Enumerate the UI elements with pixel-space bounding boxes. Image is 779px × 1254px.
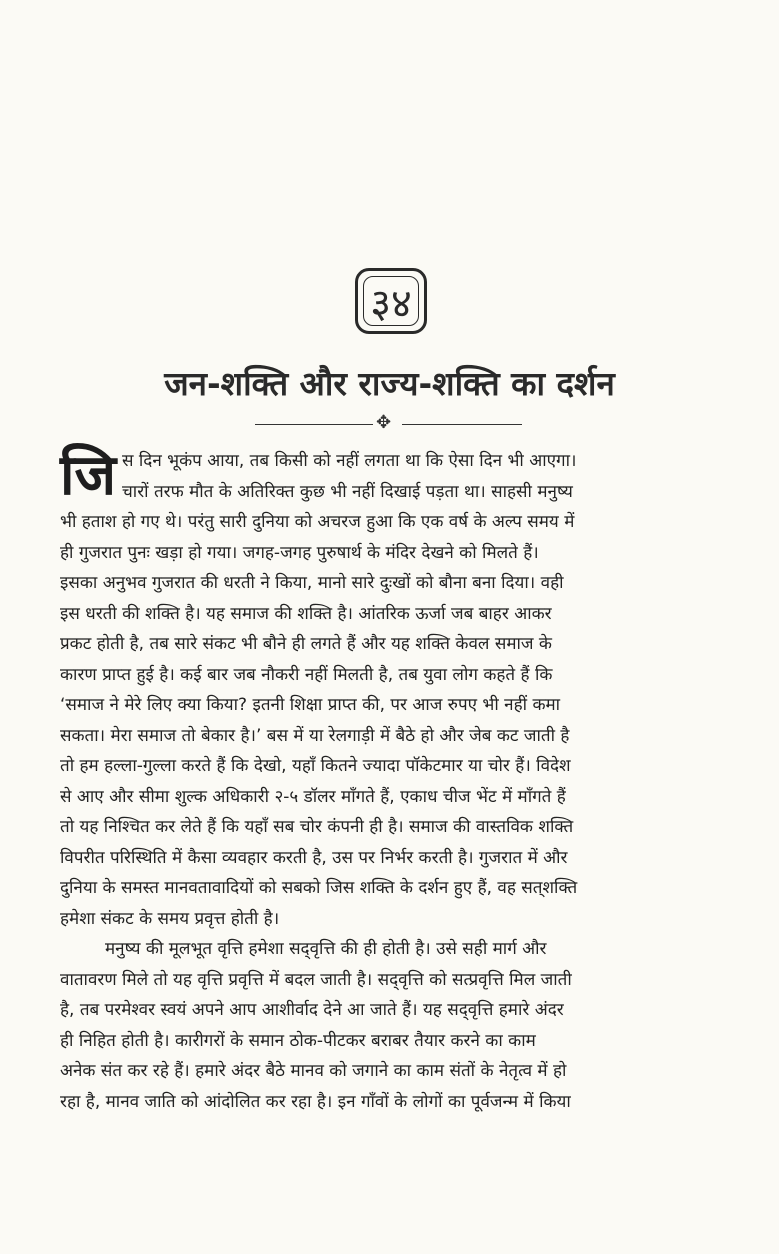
text-line: रहा है, मानव जाति को आंदोलित कर रहा है। इन गाँवों के लोगों का पूर्वजन्म में किया: [60, 1091, 571, 1112]
text-line: स दिन भूकंप आया, तब किसी को नहीं लगता था कि ऐसा दिन भी आएगा।: [122, 451, 577, 471]
text-line: तो हम हल्ला-गुल्ला करते हैं कि देखो, यहाँ कितने ज्यादा पॉकेटमार या चोर हैं। विदेश: [60, 756, 571, 776]
text-line: प्रकट होती है, तब सारे संकट भी बौने ही लगते हैं और यह शक्ति केवल समाज के: [60, 634, 552, 654]
ornament-icon: ✥: [376, 412, 392, 433]
text-line: कारण प्राप्त हुई है। कई बार जब नौकरी नहीं मिलती है, तब युवा लोग कहते हैं कि: [60, 664, 553, 685]
drop-cap: जि: [60, 443, 117, 508]
text-line: है, तब परमेश्वर स्वयं अपने आप आशीर्वाद देने आ जाते हैं। यह सद्‌वृत्ति हमारे अंदर: [60, 1000, 564, 1020]
text-line: दुनिया के समस्त मानवतावादियों को सबको जिस शक्ति के दर्शन हुए हैं, वह सत्‌शक्ति: [60, 878, 578, 898]
text-line: इसका अनुभव गुजरात की धरती ने किया, मानो सारे दुःखों को बौना बना दिया। वही: [60, 573, 564, 593]
text-line: विपरीत परिस्थिति में कैसा व्यवहार करती है, उस पर निर्भर करती है। गुजरात में और: [60, 847, 568, 868]
text-line: तो यह निश्चित कर लेते हैं कि यहाँ सब चोर कंपनी ही है। समाज की वास्तविक शक्ति: [60, 817, 574, 837]
text-line: ‘समाज ने मेरे लिए क्या किया? इतनी शिक्षा प्राप्त की, पर आज रुपए भी नहीं कमा: [60, 695, 561, 715]
text-line: से आए और सीमा शुल्क अधिकारी २-५ डॉलर माँगते हैं, एकाध चीज भेंट में माँगते हैं: [60, 786, 566, 807]
title-rule-right: [402, 424, 522, 425]
chapter-number-badge: [355, 268, 427, 334]
text-line: अनेक संत कर रहे हैं। हमारे अंदर बैठे मानव को जगाने का काम संतों के नेतृत्व में हो: [60, 1061, 567, 1081]
text-line: ही गुजरात पुनः खड़ा हो गया। जगह-जगह पुरुषार्थ के मंदिर देखने को मिलते हैं।: [60, 542, 539, 563]
text-line: इस धरती की शक्ति है। यह समाज की शक्ति है। आंतरिक ऊर्जा जब बाहर आकर: [60, 603, 552, 624]
chapter-number: ३४: [370, 280, 412, 327]
body-text: [60, 443, 720, 1117]
text-line: मनुष्य की मूलभूत वृत्ति हमेशा सद्‌वृत्ति की ही होती है। उसे सही मार्ग और: [105, 939, 547, 959]
text-line: ही निहित होती है। कारीगरों के समान ठोक-पीटकर बराबर तैयार करने का काम: [60, 1030, 536, 1051]
text-line: वातावरण मिले तो यह वृत्ति प्रवृत्ति में बदल जाती है। सद्‌वृत्ति को सत्प्रवृत्ति मिल जाती: [60, 969, 572, 990]
text-line: हमेशा संकट के समय प्रवृत्त होती है।: [60, 908, 280, 929]
title-rule-left: [255, 424, 373, 425]
chapter-title: जन-शक्ति और राज्य-शक्ति का दर्शन: [164, 364, 615, 403]
text-line: भी हताश हो गए थे। परंतु सारी दुनिया को अचरज हुआ कि एक वर्ष के अल्प समय में: [60, 512, 575, 532]
text-line: सकता। मेरा समाज तो बेकार है।’ बस में या रेलगाड़ी में बैठे हो और जेब कट जाती है: [60, 725, 570, 746]
text-line: चारों तरफ मौत के अतिरिक्त कुछ भी नहीं दिखाई पड़ता था। साहसी मनुष्य: [122, 481, 573, 502]
